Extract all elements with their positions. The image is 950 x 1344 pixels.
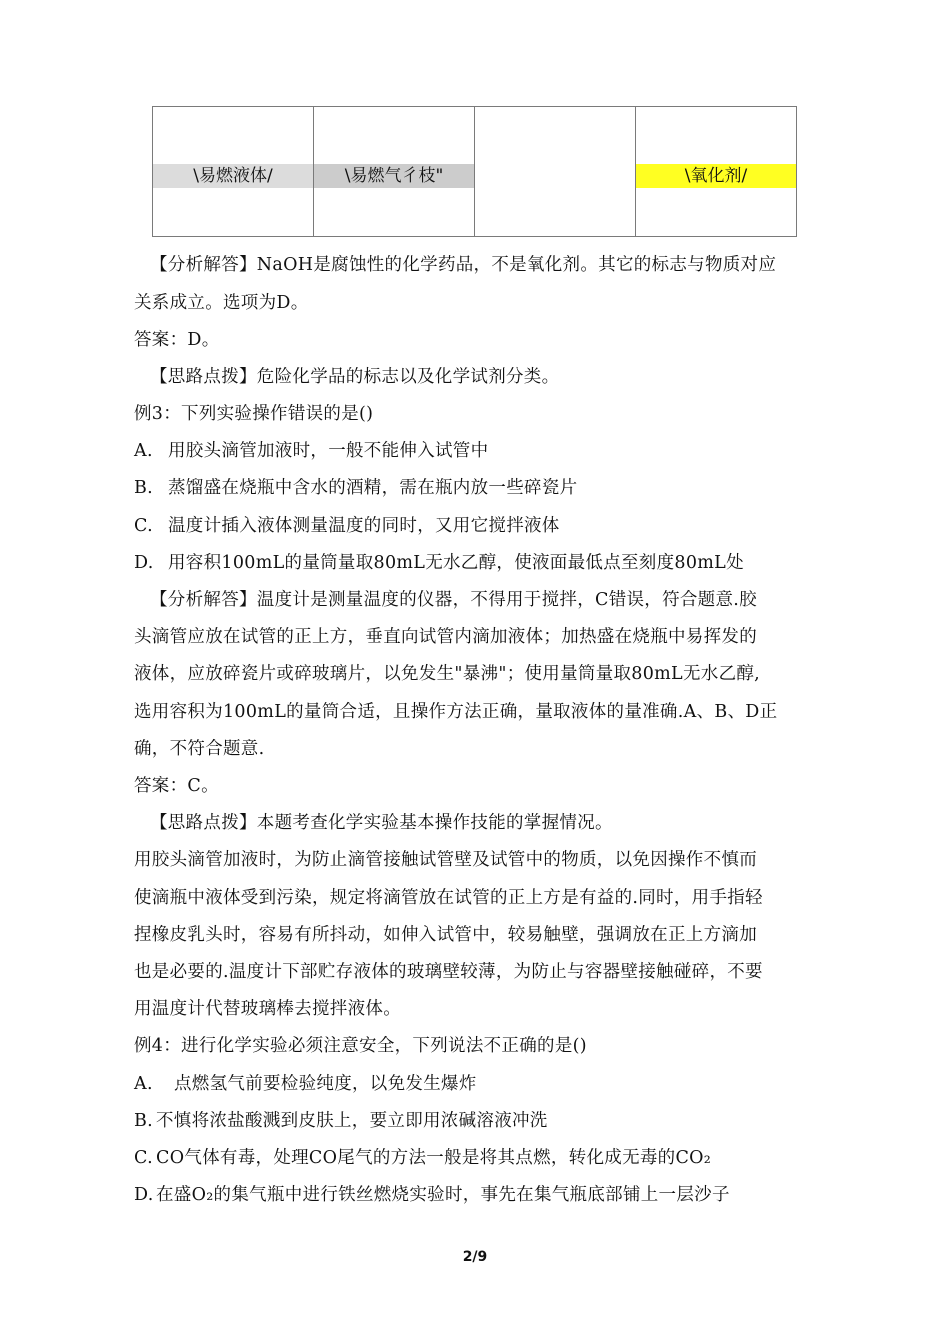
page-number: 2/9	[462, 1249, 488, 1265]
ex3-option-b	[134, 475, 577, 501]
ex2-analysis-line-1: 【分析解答】NaOH是腐蚀性的化学药品，不是氧化剂。其它的标志与物质对应	[150, 255, 777, 275]
sign-label-flammable-liquid: \易燃液体/	[153, 164, 313, 188]
option-letter: D.	[134, 553, 154, 573]
option-letter: A.	[134, 441, 153, 461]
ex3-option-c	[134, 513, 560, 539]
option-text: 不慎将浓盐酸溅到皮肤上，要立即用浓碱溶液冲洗	[156, 1111, 548, 1131]
option-text: 在盛O₂的集气瓶中进行铁丝燃烧实验时，事先在集气瓶底部铺上一层沙子	[156, 1185, 730, 1205]
option-text: 点燃氢气前要检验纯度，以免发生爆炸	[174, 1074, 477, 1094]
option-text: 温度计插入液体测量温度的同时，又用它搅拌液体	[168, 516, 560, 536]
ex3-analysis-line-3: 液体，应放碎瓷片或碎玻璃片，以免发生"暴沸"；使用量筒量取80mL无水乙醇,	[134, 664, 761, 684]
ex3-question: 例3：下列实验操作错误的是()	[134, 404, 374, 424]
ex3-explanation-line-4: 也是必要的.温度计下部贮存液体的玻璃壁较薄，为防止与容器壁接触碰碎，不要	[134, 962, 763, 982]
option-letter: C.	[134, 516, 153, 536]
ex3-explanation-line-1: 用胶头滴管加液时，为防止滴管接触试管壁及试管中的物质，以免因操作不慎而	[134, 850, 757, 870]
hazard-sign-table	[152, 106, 797, 237]
ex2-answer: 答案：D。	[134, 330, 220, 350]
option-text: CO气体有毒，处理CO尾气的方法一般是将其点燃，转化成无毒的CO₂	[156, 1148, 712, 1168]
sign-cell-flammable-gas	[314, 107, 475, 237]
ex3-tip: 【思路点拨】本题考查化学实验基本操作技能的掌握情况。	[150, 813, 613, 833]
sign-label-oxidizer: \氧化剂/	[636, 164, 796, 188]
ex3-option-d	[134, 550, 744, 576]
option-text: 用容积100mL的量筒量取80mL无水乙醇，使液面最低点至刻度80mL处	[168, 553, 744, 573]
sign-cell-empty	[475, 107, 636, 237]
option-text: 蒸馏盛在烧瓶中含水的酒精，需在瓶内放一些碎瓷片	[168, 478, 578, 498]
ex4-option-b	[134, 1108, 548, 1134]
option-letter: A.	[134, 1074, 153, 1094]
ex4-option-c	[134, 1145, 711, 1171]
ex2-analysis-line-2: 关系成立。选项为D。	[134, 293, 309, 313]
option-letter: C.	[134, 1148, 153, 1168]
ex3-analysis-line-5: 确，不符合题意.	[134, 739, 265, 759]
option-letter: B.	[134, 478, 154, 498]
ex3-analysis-line-1: 【分析解答】温度计是测量温度的仪器，不得用于搅拌，C错误，符合题意.胶	[150, 590, 757, 610]
option-letter: B.	[134, 1111, 154, 1131]
ex3-analysis-line-4: 选用容积为100mL的量筒合适，且操作方法正确，量取液体的量准确.A、B、D正	[134, 702, 778, 722]
ex3-option-a	[134, 438, 488, 464]
option-letter: D.	[134, 1185, 154, 1205]
sign-cell-flammable-liquid	[153, 107, 314, 237]
ex3-explanation-line-2: 使滴瓶中液体受到污染，规定将滴管放在试管的正上方是有益的.同时，用手指轻	[134, 888, 763, 908]
ex3-answer: 答案：C。	[134, 776, 219, 796]
ex2-tip: 【思路点拨】危险化学品的标志以及化学试剂分类。	[150, 367, 560, 387]
ex3-analysis-line-2: 头滴管应放在试管的正上方，垂直向试管内滴加液体；加热盛在烧瓶中易挥发的	[134, 627, 757, 647]
ex4-question: 例4：进行化学实验必须注意安全，下列说法不正确的是()	[134, 1036, 587, 1056]
sign-label-flammable-gas: \易燃气彳枝"	[314, 164, 474, 188]
ex3-explanation-line-5: 用温度计代替玻璃棒去搅拌液体。	[134, 999, 401, 1019]
option-text: 用胶头滴管加液时，一般不能伸入试管中	[168, 441, 489, 461]
ex4-option-d	[134, 1182, 730, 1208]
ex4-option-a	[134, 1071, 477, 1097]
sign-cell-oxidizer	[636, 107, 797, 237]
ex3-explanation-line-3: 捏橡皮乳头时，容易有所抖动，如伸入试管中，较易触壁，强调放在正上方滴加	[134, 925, 757, 945]
